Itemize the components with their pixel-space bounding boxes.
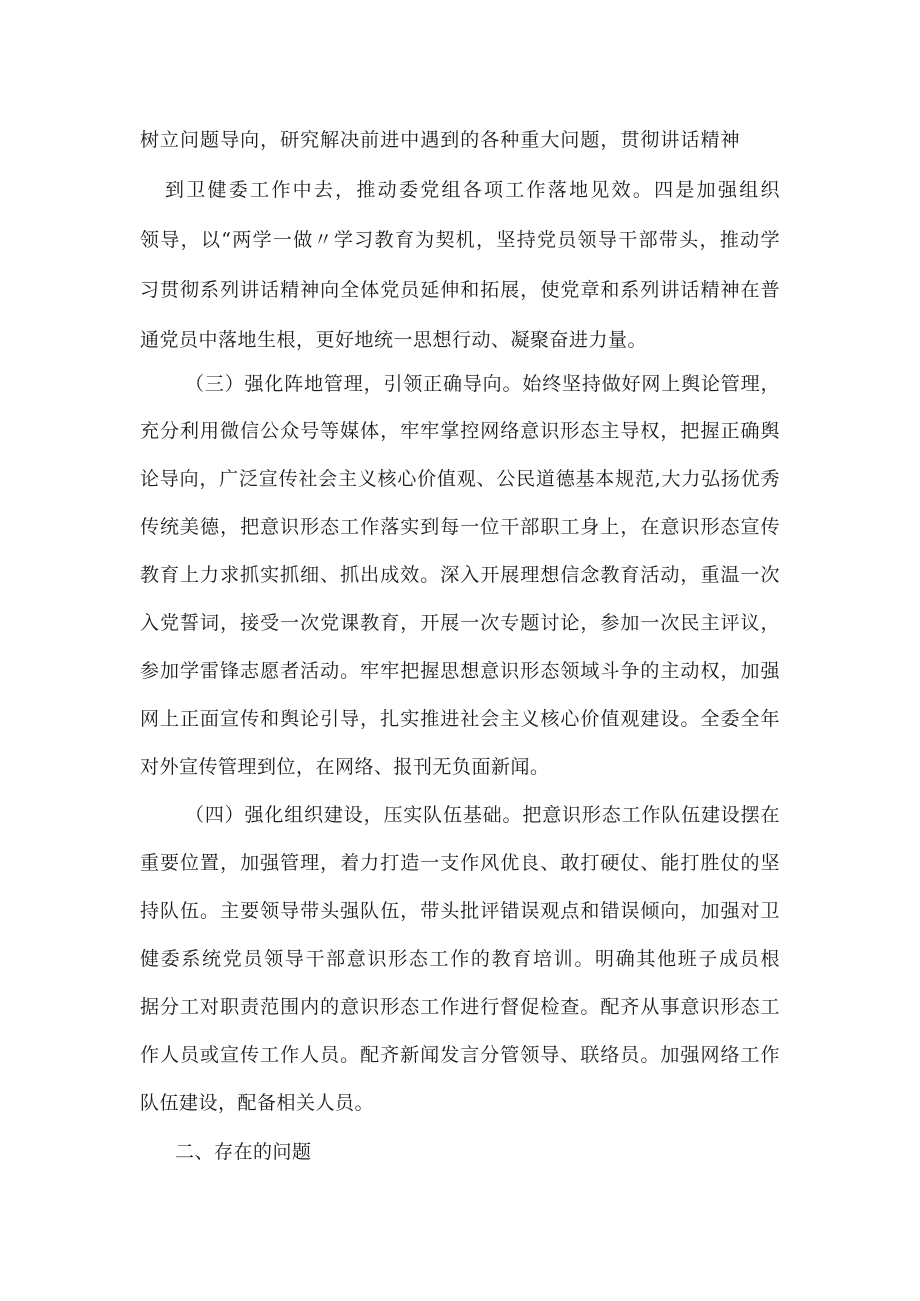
paragraph-line-16: 重要位置，加强管理，着力打造一支作风优良、敢打硬仗、能打胜仗的坚	[140, 852, 780, 874]
paragraph-line-15: （四）强化组织建设，压实队伍基础。把意识形态工作队伍建设摆在	[185, 804, 780, 826]
paragraph-line-13: 网上正面宣传和舆论引导，扎实推进社会主义核心价值观建设。全委全年	[140, 708, 780, 730]
paragraph-line-11: 入党誓词，接受一次党课教育，开展一次专题讨论，参加一次民主评议，	[140, 612, 780, 634]
section-heading: 二、存在的问题	[175, 1141, 312, 1163]
paragraph-line-21: 队伍建设，配备相关人员。	[140, 1092, 375, 1114]
paragraph-line-9: 传统美德，把意识形态工作落实到每一位干部职工身上，在意识形态宣传	[140, 516, 780, 538]
paragraph-line-7: 充分利用微信公众号等媒体，牢牢掌控网络意识形态主导权，把握正确舆	[140, 420, 780, 442]
paragraph-line-12: 参加学雷锋志愿者活动。牢牢把握思想意识形态领域斗争的主动权，加强	[140, 660, 780, 682]
paragraph-line-17: 持队伍。主要领导带头强队伍，带头批评错误观点和错误倾向，加强对卫	[140, 900, 780, 922]
paragraph-line-6: （三）强化阵地管理，引领正确导向。始终坚持做好网上舆论管理，	[185, 373, 780, 395]
paragraph-line-5: 通党员中落地生根，更好地统一思想行动、凝聚奋进力量。	[140, 329, 648, 351]
paragraph-line-18: 健委系统党员领导干部意识形态工作的教育培训。明确其他班子成员根	[140, 948, 780, 970]
paragraph-line-10: 教育上力求抓实抓细、抓出成效。深入开展理想信念教育活动，重温一次	[140, 564, 780, 586]
paragraph-line-2: 到卫健委工作中去，推动委党组各项工作落地见效。四是加强组织	[165, 179, 780, 201]
paragraph-line-8: 论导向，广泛宣传社会主义核心价值观、公民道德基本规范,大力弘扬优秀	[140, 468, 780, 490]
paragraph-line-20: 作人员或宣传工作人员。配齐新闻发言分管领导、联络员。加强网络工作	[140, 1044, 780, 1066]
paragraph-line-14: 对外宣传管理到位，在网络、报刊无负面新闻。	[140, 756, 550, 778]
paragraph-line-1: 树立问题导向，研究解决前进中遇到的各种重大问题，贯彻讲话精神	[140, 129, 740, 151]
paragraph-line-19: 据分工对职责范围内的意识形态工作进行督促检查。配齐从事意识形态工	[140, 996, 780, 1018]
paragraph-line-3: 领导，以“两学一做〃学习教育为契机，坚持党员领导干部带头，推动学	[140, 229, 780, 251]
paragraph-line-4: 习贯彻系列讲话精神向全体党员延伸和拓展，使党章和系列讲话精神在普	[140, 279, 780, 301]
